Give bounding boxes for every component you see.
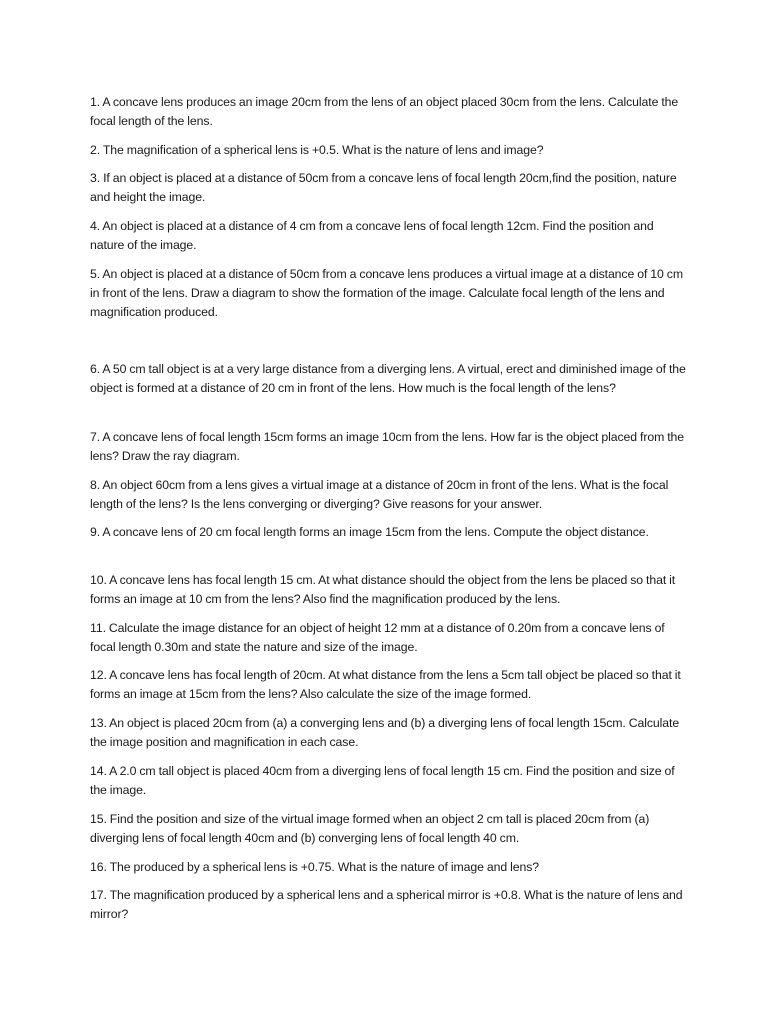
question-7: 7. A concave lens of focal length 15cm forms an image 10cm from the lens. How far is the object placed from the lens? Draw the ray diagram. xyxy=(90,430,685,463)
question-17: 17. The magnification produced by a spherical lens and a spherical mirror is +0.8. What is the nature of lens and mirror? xyxy=(90,888,683,921)
question-5: 5. An object is placed at a distance of 50cm from a concave lens produces a virtual image at a distance of 10 cm in front of the lens. Draw a diagram to show the formation of the image. Calculate focal length of the lens and magnification produced. xyxy=(90,267,683,319)
question-6: 6. A 50 cm tall object is at a very large distance from a diverging lens. A virtual, erect and diminished image of the object is formed at a distance of 20 cm in front of the lens. How much is the focal length of the lens? xyxy=(90,362,686,395)
question-4: 4. An object is placed at a distance of 4 cm from a concave lens of focal length 12cm. Find the position and nature of the image. xyxy=(90,219,654,252)
question-2: 2. The magnification of a spherical lens is +0.5. What is the nature of lens and image? xyxy=(90,143,544,157)
question-11: 11. Calculate the image distance for an object of height 12 mm at a distance of 0.20m from a concave lens of focal length 0.30m and state the nature and size of the image. xyxy=(90,621,665,654)
question-16: 16. The produced by a spherical lens is +0.75. What is the nature of image and lens? xyxy=(90,860,540,874)
question-8: 8. An object 60cm from a lens gives a virtual image at a distance of 20cm in front of the lens. What is the focal length of the lens? Is the lens converging or diverging? Give reasons for your answer. xyxy=(90,478,669,511)
question-3: 3. If an object is placed at a distance of 50cm from a concave lens of focal length 20cm,find the position, nature and height the image. xyxy=(90,171,677,204)
question-13: 13. An object is placed 20cm from (a) a converging lens and (b) a diverging lens of focal length 15cm. Calculate the image position and magnification in each case. xyxy=(90,716,680,749)
question-12: 12. A concave lens has focal length of 20cm. At what distance from the lens a 5cm tall object be placed so that it forms an image at 15cm from the lens? Also calculate the size of the image formed. xyxy=(90,668,681,701)
question-9: 9. A concave lens of 20 cm focal length forms an image 15cm from the lens. Compute the object distance. xyxy=(90,525,649,539)
question-14: 14. A 2.0 cm tall object is placed 40cm from a diverging lens of focal length 15 cm. Find the position and size of the image. xyxy=(90,764,675,797)
question-15: 15. Find the position and size of the virtual image formed when an object 2 cm tall is placed 20cm from (a) diverging lens of focal length 40cm and (b) converging lens of focal length 40 cm. xyxy=(90,812,650,845)
question-1: 1. A concave lens produces an image 20cm from the lens of an object placed 30cm from the lens. Calculate the focal length of the lens. xyxy=(90,95,679,128)
question-10: 10. A concave lens has focal length 15 cm. At what distance should the object from the lens be placed so that it forms an image at 10 cm from the lens? Also find the magnification produced by the lens. xyxy=(90,573,676,606)
